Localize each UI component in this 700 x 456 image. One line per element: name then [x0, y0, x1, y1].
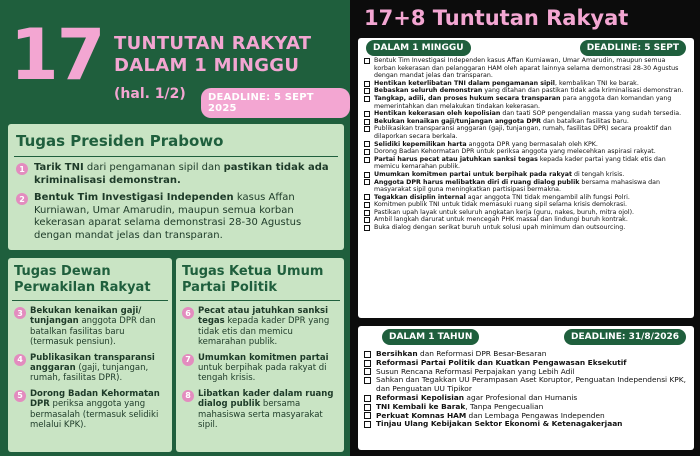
checklist-rest: Dorong Badan Kehormatan DPR untuk periksa anggota yang melecehkan aspirasi rakyat.	[374, 148, 656, 156]
checklist-rest: kepada kader partai yang tidak etis dan memicu kemarahan publik.	[374, 155, 666, 171]
checklist-rest: Ambil langkah darurat untuk mencegah PHK massal dan lindungi buruh kontrak.	[374, 216, 628, 224]
checklist-text	[376, 420, 622, 429]
demand-text	[198, 306, 340, 348]
checklist-bold: Bersihkan	[376, 349, 418, 358]
checklist-rest: Pastikan upah layak untuk seluruh angkatan kerja (guru, nakes, buruh, mitra ojol).	[374, 208, 635, 216]
demand-text	[198, 389, 340, 431]
checklist-item	[364, 118, 688, 126]
checkbox-icon[interactable]	[364, 88, 370, 94]
checklist-text	[374, 80, 639, 88]
checklist-item	[364, 376, 688, 394]
demand-text	[30, 389, 168, 431]
demand-number: 6	[182, 307, 194, 319]
demand-bold: pastikan tidak ada kriminalisasi demonstran.	[34, 162, 329, 186]
one-year-card	[358, 326, 694, 450]
checklist-item	[364, 201, 688, 209]
one-year-list	[364, 350, 688, 429]
checklist-bold: Reformasi Kepolisian	[376, 392, 465, 402]
checklist-rest: Publikasikan transparansi anggaran (gaji, tunjangan, rumah, fasilitas DPR) secara proaktif dan dilaporkan secara berkala.	[374, 125, 672, 140]
checklist-bold: Anggota DPR harus melibatkan diri di ruang dialog publik	[374, 178, 580, 186]
one-year-label: DALAM 1 TAHUN	[382, 329, 479, 345]
checklist-bold: TNI Kembali ke Barak	[376, 401, 466, 411]
partai-heading: Tugas Ketua Umum Partai Politik	[180, 258, 340, 301]
checklist-rest: Sahkan dan Tegakkan UU Perampasan Aset Koruptor, Penguatan Independensi KPK, dan Penguatan UU Tipikor	[376, 375, 686, 394]
demand-text	[30, 306, 168, 348]
dpr-box	[8, 258, 172, 452]
checklist-text	[374, 125, 688, 140]
checklist-bold: Partai harus pecat atau jatuhkan sanksi tegas	[374, 155, 538, 163]
checklist-item	[364, 95, 688, 110]
checklist-rest: dan Reformasi DPR Besar-Besaran	[417, 349, 547, 358]
checklist-text	[374, 118, 629, 126]
title-line-1: TUNTUTAN RAKYAT	[114, 33, 312, 54]
checklist-item	[364, 148, 688, 156]
demand-number: 8	[182, 390, 194, 402]
checklist-bold: Hentikan keterlibatan TNI dalam pengamanan sipil	[374, 79, 555, 87]
demand-text	[34, 192, 336, 242]
checkbox-icon[interactable]	[364, 377, 371, 384]
demand-bold: Tarik TNI	[34, 162, 84, 173]
checklist-bold: Hentikan kekerasan oleh kepolisian	[374, 110, 501, 118]
demand-item	[14, 353, 168, 384]
demand-bold: Pecat atau jatuhkan sanksi tegas	[198, 306, 329, 327]
demand-number: 3	[14, 307, 26, 319]
demand-text	[198, 353, 340, 384]
deadline-badge: DEADLINE: 5 SEPT 2025	[201, 88, 350, 118]
checklist-rest: dan batalkan fasilitas baru.	[541, 117, 629, 125]
demand-number: 5	[14, 390, 26, 402]
checklist-item	[364, 216, 688, 224]
checklist-item	[364, 125, 688, 140]
checkbox-icon[interactable]	[364, 360, 371, 367]
checklist-bold: Tangkap, adili, dan proses hukum secara transparan	[374, 94, 561, 102]
checklist-item	[364, 179, 688, 194]
checkbox-icon[interactable]	[364, 225, 370, 231]
checklist-text	[374, 171, 624, 179]
checkbox-icon[interactable]	[364, 395, 371, 402]
one-week-list	[364, 57, 688, 232]
checkbox-icon[interactable]	[364, 202, 370, 208]
demand-rest: kasus Affan Kurniawan, Umar Amarudin, maupun semua korban kekerasan aparat selama demonstrasi 28-30 Agustus dengan mandat jelas dan transparan.	[34, 192, 302, 241]
checklist-text	[374, 194, 630, 202]
one-week-deadline: DEADLINE: 5 SEPT	[580, 40, 686, 56]
page-label: (hal. 1/2)	[114, 86, 186, 102]
checklist-item	[364, 420, 688, 429]
checklist-rest: yang ditahan dan pastikan tidak ada kriminalisasi demonstran.	[482, 87, 684, 95]
checkbox-icon[interactable]	[364, 210, 370, 216]
checkbox-icon[interactable]	[364, 368, 371, 375]
checklist-text	[374, 216, 628, 224]
checklist-rest: dan Lembaga Pengawas Independen	[466, 410, 605, 420]
big-number: 17	[10, 14, 104, 96]
demand-item	[182, 353, 340, 384]
checklist-rest: , kembalikan TNI ke barak.	[554, 79, 639, 87]
checklist-bold: Tinjau Ulang Kebijakan Sektor Ekonomi & Ketenagakerjaan	[376, 419, 623, 429]
checkbox-icon[interactable]	[364, 351, 371, 358]
demand-rest: (gaji, tunjangan, rumah, fasilitas DPR).	[30, 363, 149, 384]
checklist-item	[364, 156, 688, 171]
checkbox-icon[interactable]	[364, 412, 371, 419]
demand-bold: Bekukan kenaikan gaji/ tunjangan	[30, 306, 142, 327]
checklist-text	[374, 156, 688, 171]
demand-bold: Bentuk Tim Investigasi Independen	[34, 192, 234, 203]
checklist-bold: Reformasi Partai Politik dan Kuatkan Pengawasan Eksekutif	[376, 357, 627, 367]
demand-number: 7	[182, 354, 194, 366]
checklist-rest: , Tanpa Pengecualian	[465, 401, 544, 411]
checklist-item	[364, 209, 688, 217]
checklist-rest: bersama mahasiswa dan masyarakat sipil guna meningkatkan partisipasi bermakna.	[374, 178, 661, 194]
checkbox-icon[interactable]	[364, 141, 370, 147]
checkbox-icon[interactable]	[364, 58, 370, 64]
checklist-rest: dan taati SOP pengendalian massa yang sudah tersedia.	[500, 110, 682, 118]
checkbox-icon[interactable]	[364, 172, 370, 178]
checklist-text	[374, 110, 681, 118]
demand-bold: Dorong Badan Kehormatan DPR	[30, 388, 160, 410]
demand-bold: Publikasikan transparansi anggaran	[30, 352, 155, 374]
checklist-text	[374, 148, 656, 156]
checklist-text	[374, 95, 688, 110]
checklist-bold: Bekukan kenaikan gaji/tunjangan anggota DPR	[374, 117, 542, 125]
one-week-card	[358, 38, 694, 318]
demand-rest: kepada kader DPR yang tidak etis dan memicu kemarahan publik.	[198, 316, 330, 348]
page-title	[114, 33, 311, 77]
demand-rest: untuk berpihak pada rakyat di tengah krisis.	[198, 363, 327, 384]
partai-box	[176, 258, 344, 452]
checklist-rest: para anggota dan komandan yang memerintahkan dan melakukan tindakan kekerasan.	[374, 94, 672, 110]
demand-number: 4	[14, 354, 26, 366]
checklist-rest: di tengah krisis.	[572, 170, 625, 178]
demand-rest: periksa anggota yang bermasalah (termasuk selidiki melalui KPK).	[30, 399, 159, 431]
checklist-item	[364, 57, 688, 80]
presiden-box	[8, 124, 344, 250]
checklist-text	[374, 179, 688, 194]
checkbox-icon[interactable]	[364, 111, 370, 117]
one-week-label: DALAM 1 MINGGU	[366, 40, 471, 56]
presiden-heading: Tugas Presiden Prabowo	[14, 124, 338, 157]
checklist-text	[374, 209, 634, 217]
demand-number: 2	[16, 193, 28, 205]
demand-rest: anggota DPR dan batalkan fasilitas baru (termasuk pensiun).	[30, 316, 156, 348]
checklist-item	[364, 80, 688, 88]
checkbox-icon[interactable]	[364, 421, 371, 428]
checklist-text	[374, 141, 598, 149]
checklist-text	[374, 224, 625, 232]
checkbox-icon[interactable]	[364, 194, 370, 200]
checklist-item	[364, 171, 688, 179]
one-year-deadline: DEADLINE: 31/8/2026	[564, 329, 686, 345]
checkbox-icon[interactable]	[364, 119, 370, 125]
checklist-item	[364, 224, 688, 232]
checklist-item	[364, 87, 688, 95]
checklist-rest: Bentuk Tim Investigasi Independen kasus Affan Kurniawan, Umar Amarudin, maupun semua korban kekerasan dan pelanggaran HAM oleh aparat lainnya selama demonstrasi 28-30 Agustus dengan mandat jelas dan transparan.	[374, 57, 679, 80]
checklist-bold: Tegakkan disiplin internal	[374, 193, 466, 201]
checklist-rest: agar Profesional dan Humanis	[464, 392, 578, 402]
title-line-2: DALAM 1 MINGGU	[114, 55, 300, 76]
checkbox-icon[interactable]	[364, 179, 370, 185]
checklist-text	[376, 376, 688, 394]
checklist-rest: anggota DPR yang bermasalah oleh KPK.	[466, 140, 598, 148]
dpr-heading: Tugas Dewan Perwakilan Rakyat	[12, 258, 168, 301]
checkbox-icon[interactable]	[364, 81, 370, 87]
checkbox-icon[interactable]	[364, 404, 371, 411]
checklist-item	[364, 141, 688, 149]
demand-item	[16, 162, 336, 187]
checklist-bold: Perkuat Komnas HAM	[376, 410, 467, 420]
checklist-item	[364, 110, 688, 118]
checkbox-icon[interactable]	[364, 96, 370, 102]
demand-text	[30, 353, 168, 384]
checklist-bold: Bebaskan seluruh demonstran	[374, 87, 483, 95]
demand-number: 1	[16, 163, 28, 175]
demand-bold: Umumkan komitmen partai	[198, 352, 329, 363]
checklist-rest: Buka dialog dengan serikat buruh untuk solusi upah minimum dan outsourcing.	[374, 224, 626, 232]
demand-item	[14, 389, 168, 431]
checklist-bold: Umumkan komitmen partai untuk berpihak pada rakyat	[374, 170, 572, 178]
checkbox-icon[interactable]	[364, 149, 370, 155]
right-panel	[350, 0, 700, 456]
checkbox-icon[interactable]	[364, 217, 370, 223]
demand-item	[182, 306, 340, 348]
demand-item	[14, 306, 168, 348]
checklist-text	[374, 201, 627, 209]
checklist-rest: agar anggota TNI tidak mengambil alih fungsi Polri.	[465, 193, 630, 201]
demand-rest: bersama mahasiswa serta masyarakat sipil.	[198, 399, 323, 431]
checklist-rest: Susun Rencana Reformasi Perpajakan yang Lebih Adil	[376, 366, 575, 376]
checklist-text	[374, 87, 683, 95]
checklist-rest: Komitmen publik TNI untuk tidak memasuki ruang sipil selama krisis demokrasi.	[374, 201, 628, 209]
checkbox-icon[interactable]	[364, 126, 370, 132]
demand-item	[182, 389, 340, 431]
demand-bold: Libatkan kader dalam ruang dialog publik	[198, 388, 334, 410]
demand-item	[16, 192, 336, 242]
checklist-bold: Selidiki kepemilikan harta	[374, 140, 467, 148]
checkbox-icon[interactable]	[364, 157, 370, 163]
demand-rest: dari pengamanan sipil dan	[83, 162, 224, 173]
right-title: 17+8 Tuntutan Rakyat	[364, 6, 629, 30]
demand-text	[34, 162, 336, 187]
checklist-text	[374, 57, 688, 80]
checklist-item	[364, 194, 688, 202]
